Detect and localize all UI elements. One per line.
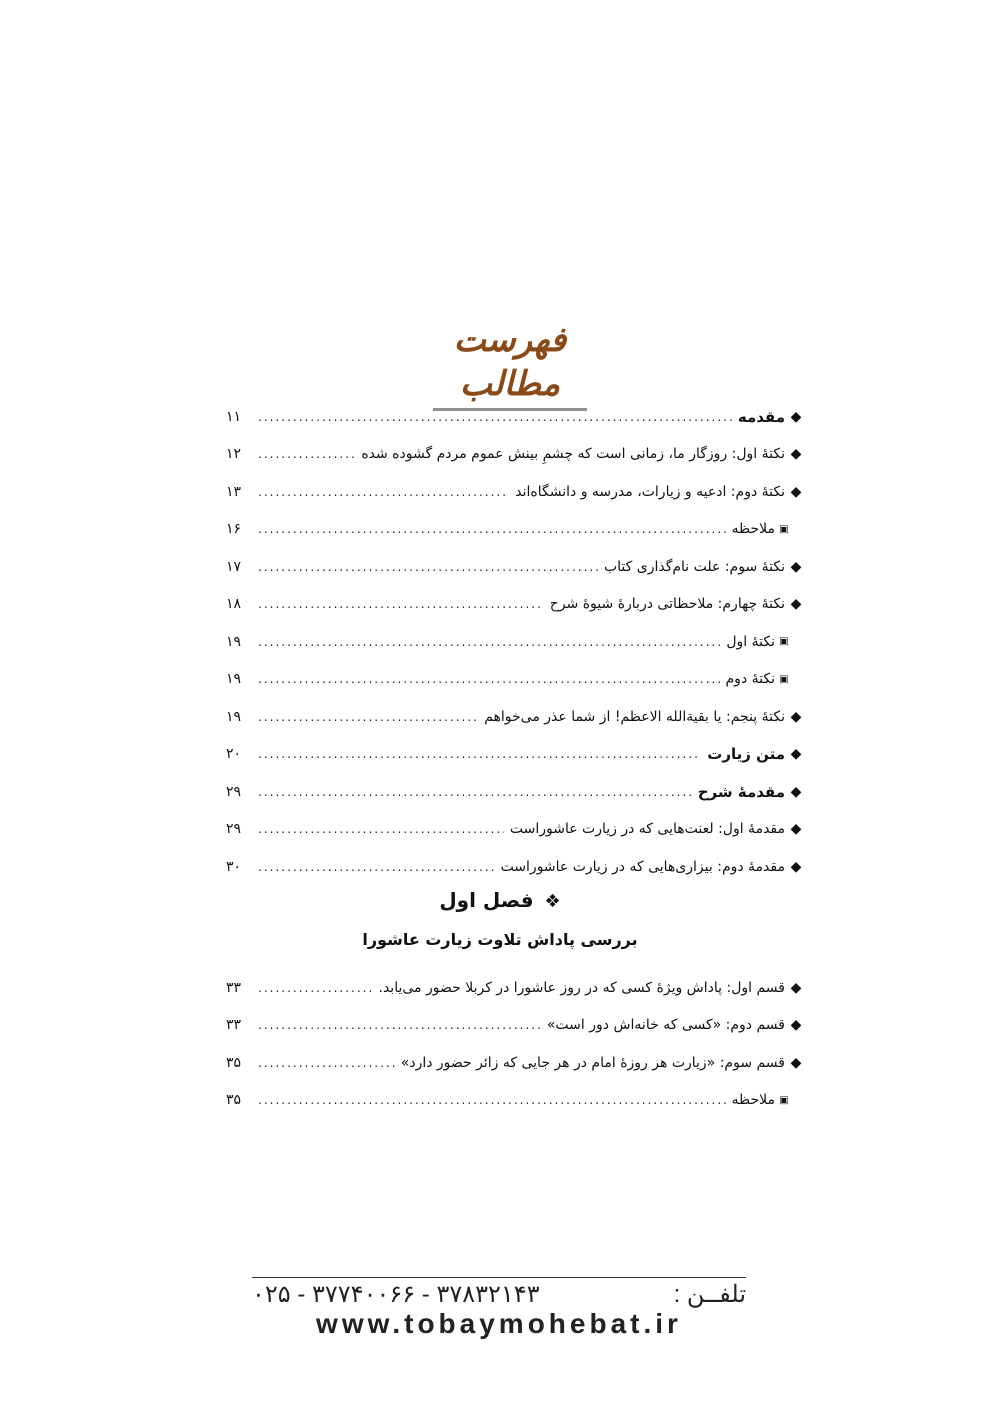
footer-divider bbox=[252, 1277, 746, 1278]
dot-leader bbox=[258, 860, 495, 874]
toc-entry[interactable] bbox=[226, 511, 804, 549]
dot-leader bbox=[258, 597, 544, 611]
diamond-bullet-icon: ◆ bbox=[790, 408, 802, 425]
toc-entry[interactable] bbox=[226, 1044, 804, 1082]
toc-entry-label: نکتهٔ اول: روزگار ما، زمانی است که چشمِ بینش عموم مردم گشوده شده bbox=[361, 446, 785, 463]
toc-entry[interactable] bbox=[226, 436, 804, 474]
chapter-heading bbox=[300, 888, 700, 912]
dot-leader bbox=[258, 710, 478, 724]
square-bullet-icon: ▣ bbox=[779, 1094, 789, 1106]
toc-entry-label: مقدمهٔ شرح bbox=[697, 782, 785, 801]
toc-entry-label: نکتهٔ پنجم: یا بقیةالله الاعظم! از شما عذر می‌خواهم bbox=[484, 708, 785, 725]
toc-entry-page-number: ۲۰ bbox=[226, 746, 242, 763]
toc-entry-label: نکتهٔ چهارم: ملاحظاتی دربارهٔ شیوهٔ شرح bbox=[549, 596, 785, 613]
ornament-icon: ❖ bbox=[544, 891, 561, 912]
toc-entry[interactable] bbox=[226, 736, 804, 774]
toc-entry-label: ملاحظه bbox=[731, 1092, 775, 1109]
dot-leader bbox=[258, 485, 509, 499]
table-of-contents bbox=[226, 398, 804, 886]
toc-entry-label: قسم اول: پاداش ویژهٔ کسی که در روز عاشورا در کربلا حضور می‌یابد. bbox=[378, 979, 785, 996]
toc-entry[interactable] bbox=[226, 623, 804, 661]
toc-entry-page-number: ۱۶ bbox=[226, 521, 242, 538]
toc-entry[interactable] bbox=[226, 969, 804, 1007]
toc-entry-label: نکتهٔ دوم bbox=[725, 671, 775, 688]
diamond-bullet-icon: ◆ bbox=[790, 783, 802, 800]
toc-entry[interactable] bbox=[226, 848, 804, 886]
toc-entry-page-number: ۱۳ bbox=[226, 483, 242, 500]
toc-entry-page-number: ۱۹ bbox=[226, 671, 242, 688]
toc-entry[interactable] bbox=[226, 661, 804, 699]
phone-label: تلفــن : bbox=[673, 1280, 746, 1308]
toc-entry-label: قسم سوم: «زیارت هر روزهٔ امام در هر جایی که زائر حضور دارد» bbox=[400, 1054, 785, 1071]
toc-entry[interactable] bbox=[226, 398, 804, 436]
toc-entry-page-number: ۱۹ bbox=[226, 708, 242, 725]
dot-leader bbox=[258, 1056, 395, 1070]
toc-entry-page-number: ۳۰ bbox=[226, 858, 242, 875]
toc-entry[interactable] bbox=[226, 698, 804, 736]
diamond-bullet-icon: ◆ bbox=[790, 596, 802, 613]
dot-leader bbox=[258, 785, 692, 799]
table-of-contents-chapter-1 bbox=[226, 969, 804, 1119]
diamond-bullet-icon: ◆ bbox=[790, 708, 802, 725]
diamond-bullet-icon: ◆ bbox=[790, 558, 802, 575]
toc-entry-page-number: ۱۸ bbox=[226, 596, 242, 613]
diamond-bullet-icon: ◆ bbox=[790, 1017, 802, 1034]
toc-entry-label: نکتهٔ سوم: علت نام‌گذاری کتاب bbox=[603, 558, 785, 575]
page-title: فهرست مطالب bbox=[453, 320, 567, 404]
toc-entry-page-number: ۱۲ bbox=[226, 446, 242, 463]
toc-entry-page-number: ۱۹ bbox=[226, 633, 242, 650]
chapter-subtitle: بررسی پاداش تلاوت زیارت عاشورا bbox=[362, 930, 638, 949]
dot-leader bbox=[258, 981, 373, 995]
toc-entry-page-number: ۱۱ bbox=[226, 408, 242, 425]
toc-entry-label: متن زیارت bbox=[707, 745, 785, 764]
dot-leader bbox=[258, 560, 598, 574]
toc-entry-label: مقدمه bbox=[737, 407, 785, 426]
toc-entry-page-number: ۳۳ bbox=[226, 1017, 242, 1034]
toc-entry-label: ملاحظه bbox=[731, 521, 775, 538]
toc-entry[interactable] bbox=[226, 548, 804, 586]
toc-entry-page-number: ۳۳ bbox=[226, 979, 242, 996]
phone-numbers: ۰۲۵ - ۳۷۷۴۰۰۶۶ - ۳۷۸۳۲۱۴۳ bbox=[252, 1280, 540, 1308]
diamond-bullet-icon: ◆ bbox=[790, 858, 802, 875]
toc-entry[interactable] bbox=[226, 473, 804, 511]
diamond-bullet-icon: ◆ bbox=[790, 483, 802, 500]
dot-leader bbox=[258, 672, 720, 686]
footer-website: www.tobaymohebat.ir bbox=[316, 1308, 682, 1339]
toc-entry[interactable] bbox=[226, 586, 804, 624]
dot-leader bbox=[258, 635, 720, 649]
dot-leader bbox=[258, 747, 701, 761]
toc-entry-label: قسم دوم: «کسی که خانه‌اش دور است» bbox=[546, 1017, 785, 1034]
toc-entry-label: مقدمهٔ دوم: بیزاری‌هایی که در زیارت عاشوراست bbox=[500, 858, 785, 875]
toc-entry-page-number: ۱۷ bbox=[226, 558, 242, 575]
toc-entry-page-number: ۳۵ bbox=[226, 1092, 242, 1109]
toc-entry[interactable] bbox=[226, 811, 804, 849]
dot-leader bbox=[258, 822, 504, 836]
toc-entry[interactable] bbox=[226, 773, 804, 811]
diamond-bullet-icon: ◆ bbox=[790, 1054, 802, 1071]
toc-entry-label: مقدمهٔ اول: لعنت‌هایی که در زیارت عاشوراست bbox=[509, 821, 785, 838]
toc-entry[interactable] bbox=[226, 1007, 804, 1045]
diamond-bullet-icon: ◆ bbox=[790, 746, 802, 763]
toc-entry[interactable] bbox=[226, 1082, 804, 1120]
toc-entry-page-number: ۳۵ bbox=[226, 1054, 242, 1071]
diamond-bullet-icon: ◆ bbox=[790, 979, 802, 996]
dot-leader bbox=[258, 522, 726, 536]
square-bullet-icon: ▣ bbox=[779, 636, 789, 648]
toc-entry-page-number: ۲۹ bbox=[226, 821, 242, 838]
footer-phone bbox=[252, 1279, 746, 1309]
toc-entry-label: نکتهٔ اول bbox=[726, 633, 775, 650]
dot-leader bbox=[258, 1018, 541, 1032]
diamond-bullet-icon: ◆ bbox=[790, 446, 802, 463]
toc-entry-label: نکتهٔ دوم: ادعیه و زیارات، مدرسه و دانشگاه‌اند bbox=[515, 483, 785, 500]
chapter-title: فصل اول bbox=[439, 888, 534, 912]
square-bullet-icon: ▣ bbox=[779, 523, 789, 535]
dot-leader bbox=[258, 447, 355, 461]
dot-leader bbox=[258, 1093, 726, 1107]
dot-leader bbox=[258, 410, 732, 424]
diamond-bullet-icon: ◆ bbox=[790, 821, 802, 838]
square-bullet-icon: ▣ bbox=[779, 673, 789, 685]
toc-entry-page-number: ۲۹ bbox=[226, 783, 242, 800]
